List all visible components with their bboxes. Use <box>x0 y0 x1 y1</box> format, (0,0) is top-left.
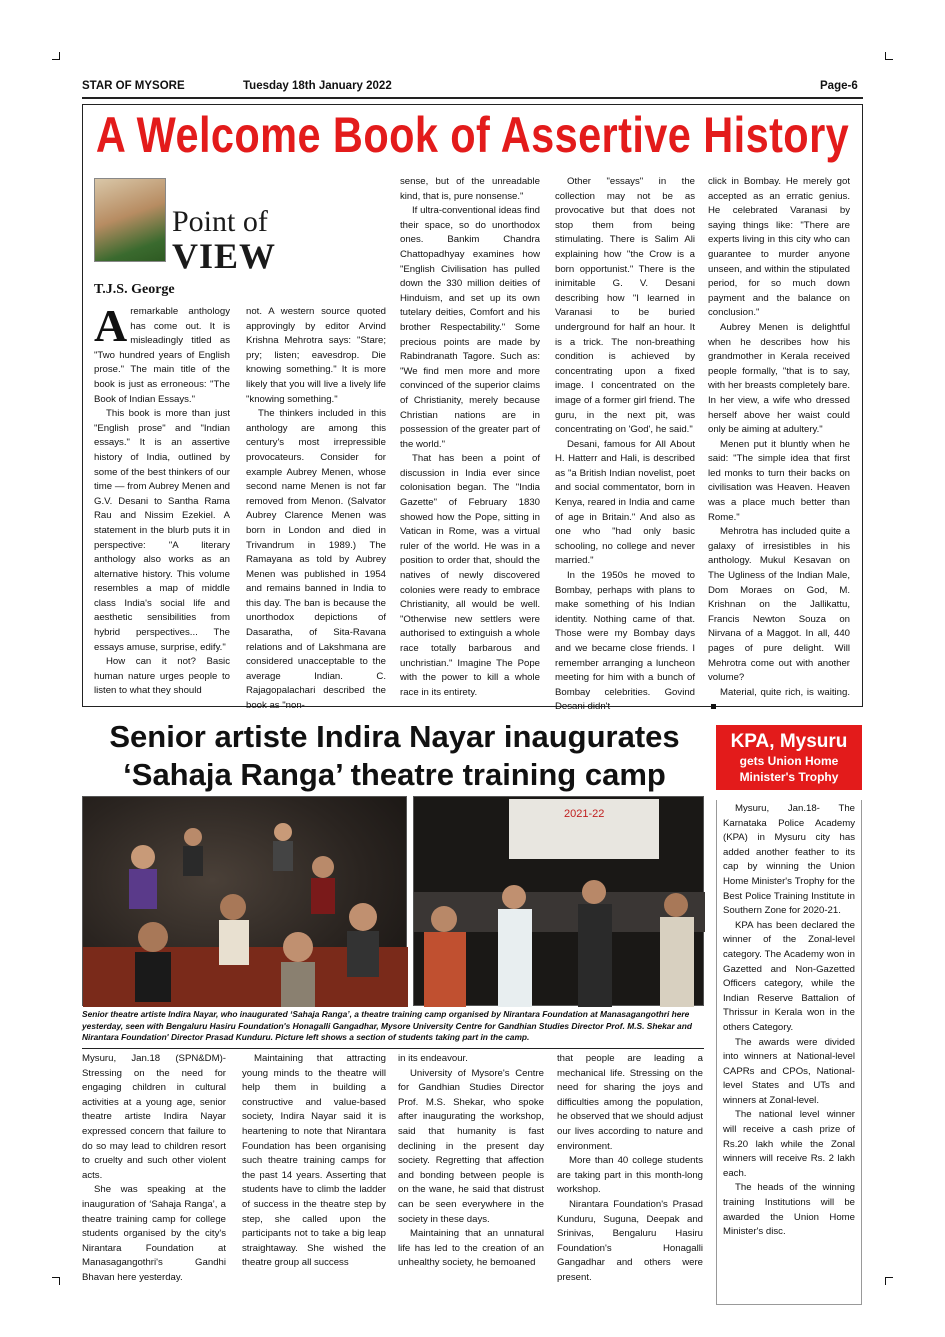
kpa-article-body: Mysuru, Jan.18- The Karnataka Police Academy (KPA) in Mysuru city has added another feather to its cap by winning the Union Home Minister's Trophy for the Best Police Training Institute in Southern Zone for 2020-21. KPA has been declared the winner of the Zonal-level category. The Academy won in Gazetted and Non-Gazetted Officers category, while the Indian Reserve Battalion of Thrissur in Kerala won in the others Category. The awards were divided into winners at National-level CAPRs and CPOs, National-level States and UTs and winners at Zonal-level. The national level winner will receive a cash prize of Rs.20 lakh while the Zonal winners will receive Rs. 2 lakh each. The heads of the winning training Institutions will be awarded the Union Home Minister's disc. <box>716 800 862 1305</box>
kpa-headline: KPA, Mysuru <box>730 731 848 752</box>
issue-date: Tuesday 18th January 2022 <box>243 80 392 92</box>
article2-headline-line1: Senior artiste Indira Nayar inaugurates <box>109 719 680 754</box>
crop-mark <box>885 1277 893 1285</box>
crop-mark <box>52 52 60 60</box>
article2-headline-line2: ‘Sahaja Ranga’ theatre training camp <box>123 757 666 792</box>
byline: T.J.S. George <box>94 282 175 297</box>
article-column-3: sense, but of the unreadable kind, that is, pure nonsense." If ultra-conventional ideas find their space, so do unorthodox ones. Bankim Chandra Chattopadhyay examines how "English Civilisation has pulled down the 330 million deities of Hinduism, and set up its own tutelary deities, Comfort and his brother Respectability." Some precious points are made by Rabindranath Tagore. Such as: "We find men more and more convinced of the superior claims of Christianity, merely because Christian nations are in possession of the greater part of the world." That has been a point of discussion in India ever since colonisation began. The "India Gazette" of February 1830 showed how the Pope, sitting in Vatican in Rome, was a virtual ruler of the world. He was in a position to order that, should the natives of newly discovered colonies were ready to embrace Christianity, all would be well. "Otherwise new settlers were authorised to extinguish a whole race totally barbarous and unchristian." Imagine The Pope with the power to kill a whole race in its entirety. <box>400 176 540 698</box>
caption-rule <box>82 1048 704 1049</box>
drop-cap: A <box>94 300 128 351</box>
stage-banner-text: 2021-22 <box>564 808 605 820</box>
article-column-4: Other "essays" in the collection may not be as provocative but that does not stop them from being stimulating. There is Salim Ali explaining how "the Crow is a born opportunist." There is the inimitable G. V. Desani describing how "I learned in Varanasi to be buried underground for half an hour. It is a trick. The non-breathing condition is achieved by concentrating upon a fixed image. I concentrated on the image of a former girl friend. The guru, in the next pit, was concentrating on 'God', he said." Desani, famous for All About H. Hatterr and Hali, is described as "a British Indian novelist, poet and social commentator, born in Kenya, reared in India and came of age in Britain." And also as one who "had only basic schooling, no college and never married." In the 1950s he moved to Bombay, perhaps with plans to make something of his Indian identity. Nothing came of that. Those were my Bombay days and we became close friends. I remember arranging a luncheon meeting for him with a bunch of Bombay celebrities. Govind Desani didn't <box>555 176 695 713</box>
students-photo-figures <box>83 797 408 1007</box>
article2-column-2: Maintaining that attracting young minds to the theatre will help them in building a constructive and value-based society, Indira Nayar said it is heartening to note that Nirantara Foundation has been organising such theatre training camps for the past 14 years. Asserting that students have to climb the ladder of success in the theatre step by step, she called upon the participants not to take a big leap straightaway. She wished the theatre group all success <box>242 1053 386 1269</box>
author-photo <box>94 178 166 262</box>
page-number: Page-6 <box>820 80 858 92</box>
crop-mark <box>52 1277 60 1285</box>
header-rule <box>82 97 863 99</box>
article-column-5: click in Bombay. He merely got accepted as an erratic genius. He celebrated Varanasi by saying things like: "There are experts living in this city who can guarantee to murder anyone unseen, and within the stipulated period, for so much down payment and the balance on conclusion." Aubrey Menen is delightful when he describes how his grandmother in Kerala received people formally, "that is to say, with her breasts completely bare. In her view, a wife who dressed herself above her waist could only be aiming at adultery." Menen put it bluntly when he said: "The simple idea that first led monks to turn their backs on civilisation was Heaven. Heaven was a place much better than Rome." Mehrotra has included quite a galaxy of irresistibles in his anthology. Mukul Kesavan on The Ugliness of the Indian Male, Dom Moraes on God, M. Krishnan on the Jallikattu, Francis Newton Souza on Nirvana of a Maggot. In all, 440 pages of pure delight. Will Mehrotra come out with another volume? Material, quite rich, is waiting. <box>708 175 850 715</box>
article2-column-1: Mysuru, Jan.18 (SPN&DM)- Stressing on the need for engaging children in cultural activities at a young age, senior theatre artiste Indira Nayar expressed concern that failure to do so may lead to children resort to cruelty and such other violent acts. She was speaking at the inauguration of ‘Sahaja Ranga’, a theatre training camp for college students organised by the city's Nirantara Foundation at Manasagangothri's Gandhi Bhavan here yesterday. <box>82 1053 226 1283</box>
article2-column-3: in its endeavour. University of Mysore's Centre for Gandhian Studies Director Prof. M.S. Shekar, who spoke after inaugurating the workshop, said that humanity is fast declining in the present day society. Regretting that affection and bonding between people is on the wane, he said that distrust can be seen everywhere in the society in these days. Maintaining that an unnatural life has led to the creation of an unhealthy society, he bemoaned <box>398 1053 544 1269</box>
kpa-headline-box <box>716 725 862 800</box>
column-title-view: VIEW <box>172 236 277 276</box>
guests-photo <box>413 796 704 1006</box>
article-headline: A Welcome Book of Assertive History <box>95 107 850 163</box>
paper-name: STAR OF MYSORE <box>82 80 185 92</box>
column-title-point-of: Point of <box>172 205 268 238</box>
students-photo <box>82 796 407 1006</box>
guests-photo-figures <box>414 797 705 1007</box>
crop-mark <box>885 52 893 60</box>
article-column-1: Aremarkable anthology has come out. It is misleadingly titled as "Two hundred years of English prose." The main title of the book is just as erroneous: "The Book of Indian Essays." This book is more than just "English prose" and "Indian essays." It is an assertive history of India, outlined by some of the best thinkers of our time — from Aubrey Menen and G.V. Desani to Santha Rama Rau and Nissim Ezekiel. A statement in the blurb puts it in perspective: "A literary anthology also works as an alternative history. This volume resembles a map of middle class India's social life and aesthetic sensibilities from hybrid perspectives... The essays amuse, surprise, edify." How can it not? Basic human nature urges people to listen to what they should <box>94 300 230 697</box>
article2-column-4: that people are leading a mechanical life. Stressing on the need for sharing the joys and difficulties among the population, he observed that we should adjust our lives according to nature and environment. More than 40 college students are taking part in this month-long workshop. Nirantara Foundation's Prasad Kunduru, Suguna, Deepak and Srinivas, Bengaluru Hasiru Foundation's Honagalli Gangadhar and others were present. <box>557 1053 703 1283</box>
photo-caption: Senior theatre artiste Indira Nayar, who inaugurated ‘Sahaja Ranga’, a theatre training camp organised by Nirantara Foundation at Manasagangothri here yesterday, seen with Bengaluru Hasiru Foundation's Honagalli Gangadhar, Mysore University Centre for Gandhian Studies Director Prof. M.S. Shekar and Nirantara Foundation' Director Prasad Kunduru. Picture left shows a section of students taking part in the camp. <box>82 1009 692 1043</box>
kpa-subheadline: gets Union Home Minister's Trophy <box>739 754 839 784</box>
end-mark <box>711 704 716 709</box>
article-column-2: not. A western source quoted approvingly by editor Arvind Krishna Mehrotra says: "Stare; pry; listen; eavesdrop. Die knowing something." It is more likely that you will live a lively life "knowing something." The thinkers included in this anthology are among this century's most irrepressible provocateurs. Consider for example Aubrey Menen, whose second name Menen is not far removed from Menon. (Salvator Aubrey Clarence Menen was born in London and died in Trivandrum in 1989.) The Ramayana as told by Aubrey Menen was published in 1954 and remains banned in India to this day. The ban is because the unorthodox depictions of Dasaratha, of Sita-Ravana relations and of Lakshmana are considered unacceptable to the average Indian. C. Rajagopalachari described the book as "non- <box>246 306 386 712</box>
